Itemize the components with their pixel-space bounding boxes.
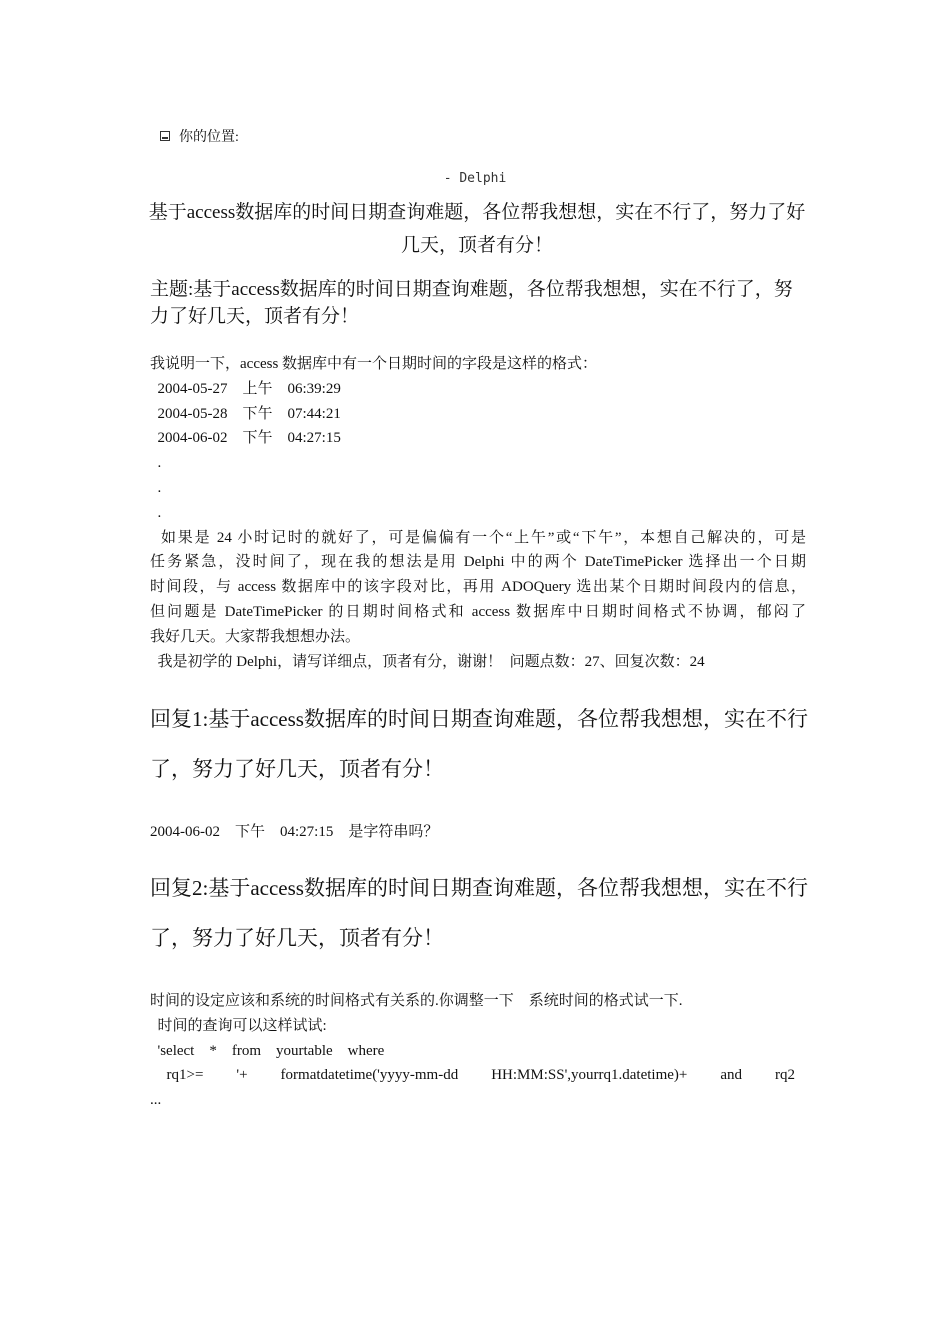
question-body [150, 352, 806, 674]
breadcrumb[interactable]: - Delphi [443, 171, 507, 186]
reply-line: 时间的设定应该和系统的时间格式有关系的.你调整一下 系统时间的格式试一下. [150, 993, 683, 1009]
reply-line: 'select * from yourtable where [150, 1042, 385, 1059]
question-line: 但问题是 DateTimePicker 的日期时间格式和 access 数据库中日期时间格式不协调，郁闷了 [150, 603, 806, 620]
topic-subject: 主题:基于access数据库的时间日期查询难题，各位帮我想想，实在不行了，努力了好几天，顶者有分！ [150, 279, 793, 327]
question-line: . [150, 504, 162, 521]
reply-title: 回复1:基于access数据库的时间日期查询难题，各位帮我想想，实在不行了，努力了好几天，顶者有分！ [150, 707, 808, 781]
location-bar [160, 126, 239, 146]
document-icon [160, 131, 170, 141]
reply-line: 2004-06-02 下午 04:27:15 是字符串吗？ [150, 824, 439, 840]
question-line: 我是初学的 Delphi，请写详细点，顶者有分，谢谢！ 问题点数：27、回复次数：24 [150, 653, 705, 670]
question-line: . [150, 455, 162, 472]
reply-line: rq1>= '+ formatdatetime('yyyy-mm-dd HH:MM:SS',yourrq1.datetime)+ and rq2 [150, 1067, 795, 1084]
reply-line: 时间的查询可以这样试试: [150, 1017, 327, 1034]
reply-line: ... [150, 1092, 162, 1109]
location-label: 你的位置: [179, 130, 239, 145]
question-line: . [150, 479, 162, 496]
question-line: 如果是 24 小时记时的就好了，可是偏偏有一个“上午”或“下午”，本想自己解决的，可是 [150, 529, 806, 546]
question-line: 2004-06-02 下午 04:27:15 [150, 430, 341, 447]
question-line: 任务紧急，没时间了，现在我的想法是用 Delphi 中的两个 DateTimePicker 选择出一个日期 [150, 554, 806, 571]
page-title: 基于access数据库的时间日期查询难题，各位帮我想想，实在不行了，努力了好几天，顶者有分！ [148, 202, 806, 256]
reply-title: 回复2:基于access数据库的时间日期查询难题，各位帮我想想，实在不行了，努力了好几天，顶者有分！ [150, 876, 808, 950]
question-line: 2004-05-27 上午 06:39:29 [150, 380, 341, 397]
question-line: 2004-05-28 下午 07:44:21 [150, 405, 341, 422]
question-line: 我好几天。大家帮我想想办法。 [150, 628, 361, 645]
reply-body [150, 820, 438, 845]
question-line: 时间段，与 access 数据库中的该字段对比，再用 ADOQuery 选出某个日期时间段内的信息， [150, 579, 806, 596]
question-line: 我说明一下，access 数据库中有一个日期时间的字段是这样的格式： [150, 356, 598, 372]
reply-body [150, 989, 795, 1113]
